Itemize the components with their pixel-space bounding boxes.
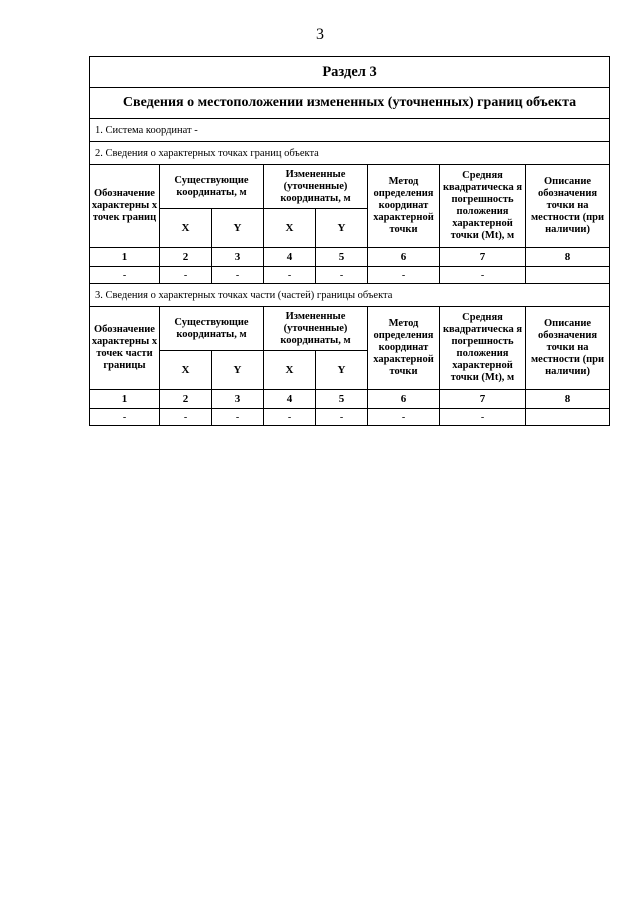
table-cell: [526, 409, 610, 426]
table-cell: -: [212, 267, 264, 284]
table-cell: [526, 267, 610, 284]
header-accuracy: Средняя квадратическа я погрешность положения характерной точки (Mt), м: [440, 165, 526, 248]
column-number: 3: [212, 390, 264, 409]
table-cell: -: [90, 267, 160, 284]
column-number: 5: [316, 248, 368, 267]
column-number: 6: [368, 390, 440, 409]
table-cell: -: [212, 409, 264, 426]
table-cell: -: [368, 267, 440, 284]
column-number: 3: [212, 248, 264, 267]
header-changed-coordinates: Измененные (уточненные) координаты, м: [264, 165, 368, 209]
table-cell: -: [264, 267, 316, 284]
column-number: 1: [90, 390, 160, 409]
column-number: 6: [368, 248, 440, 267]
column-number: 2: [160, 248, 212, 267]
coordinate-system: 1. Система координат -: [90, 119, 610, 142]
header-method: Метод определения координат характерной точки: [368, 307, 440, 390]
header-description: Описание обозначения точки на местности (при наличии): [526, 307, 610, 390]
table-cell: -: [440, 409, 526, 426]
table-cell: -: [264, 409, 316, 426]
column-number: 2: [160, 390, 212, 409]
part-points-heading: 3. Сведения о характерных точках части (частей) границы объекта: [90, 284, 610, 307]
header-x: X: [264, 351, 316, 390]
table-cell: -: [316, 267, 368, 284]
column-number: 5: [316, 390, 368, 409]
column-number: 1: [90, 248, 160, 267]
table-cell: -: [316, 409, 368, 426]
column-number: 4: [264, 248, 316, 267]
table-cell: -: [90, 409, 160, 426]
header-y: Y: [316, 209, 368, 248]
header-point-designation: Обозначение характерны х точек границ: [90, 165, 160, 248]
table-cell: -: [440, 267, 526, 284]
header-changed-coordinates: Измененные (уточненные) координаты, м: [264, 307, 368, 351]
column-number: 8: [526, 390, 610, 409]
table-cell: -: [160, 267, 212, 284]
header-point-designation: Обозначение характерны х точек части границы: [90, 307, 160, 390]
header-existing-coordinates: Существующие координаты, м: [160, 165, 264, 209]
header-x: X: [160, 351, 212, 390]
column-number: 7: [440, 390, 526, 409]
header-existing-coordinates: Существующие координаты, м: [160, 307, 264, 351]
header-y: Y: [316, 351, 368, 390]
table-cell: -: [368, 409, 440, 426]
column-number: 4: [264, 390, 316, 409]
header-description: Описание обозначения точки на местности (при наличии): [526, 165, 610, 248]
section-title: Раздел 3: [90, 57, 610, 88]
table-cell: -: [160, 409, 212, 426]
page-number: 3: [316, 26, 324, 43]
header-y: Y: [212, 209, 264, 248]
section-table: [89, 56, 610, 426]
section-subtitle: Сведения о местоположении измененных (уточненных) границ объекта: [90, 88, 610, 119]
header-accuracy: Средняя квадратическа я погрешность положения характерной точки (Mt), м: [440, 307, 526, 390]
column-number: 8: [526, 248, 610, 267]
header-method: Метод определения координат характерной точки: [368, 165, 440, 248]
points-heading: 2. Сведения о характерных точках границ объекта: [90, 142, 610, 165]
column-number: 7: [440, 248, 526, 267]
table-row: [90, 267, 610, 284]
header-y: Y: [212, 351, 264, 390]
header-x: X: [160, 209, 212, 248]
table-row: [90, 409, 610, 426]
header-x: X: [264, 209, 316, 248]
